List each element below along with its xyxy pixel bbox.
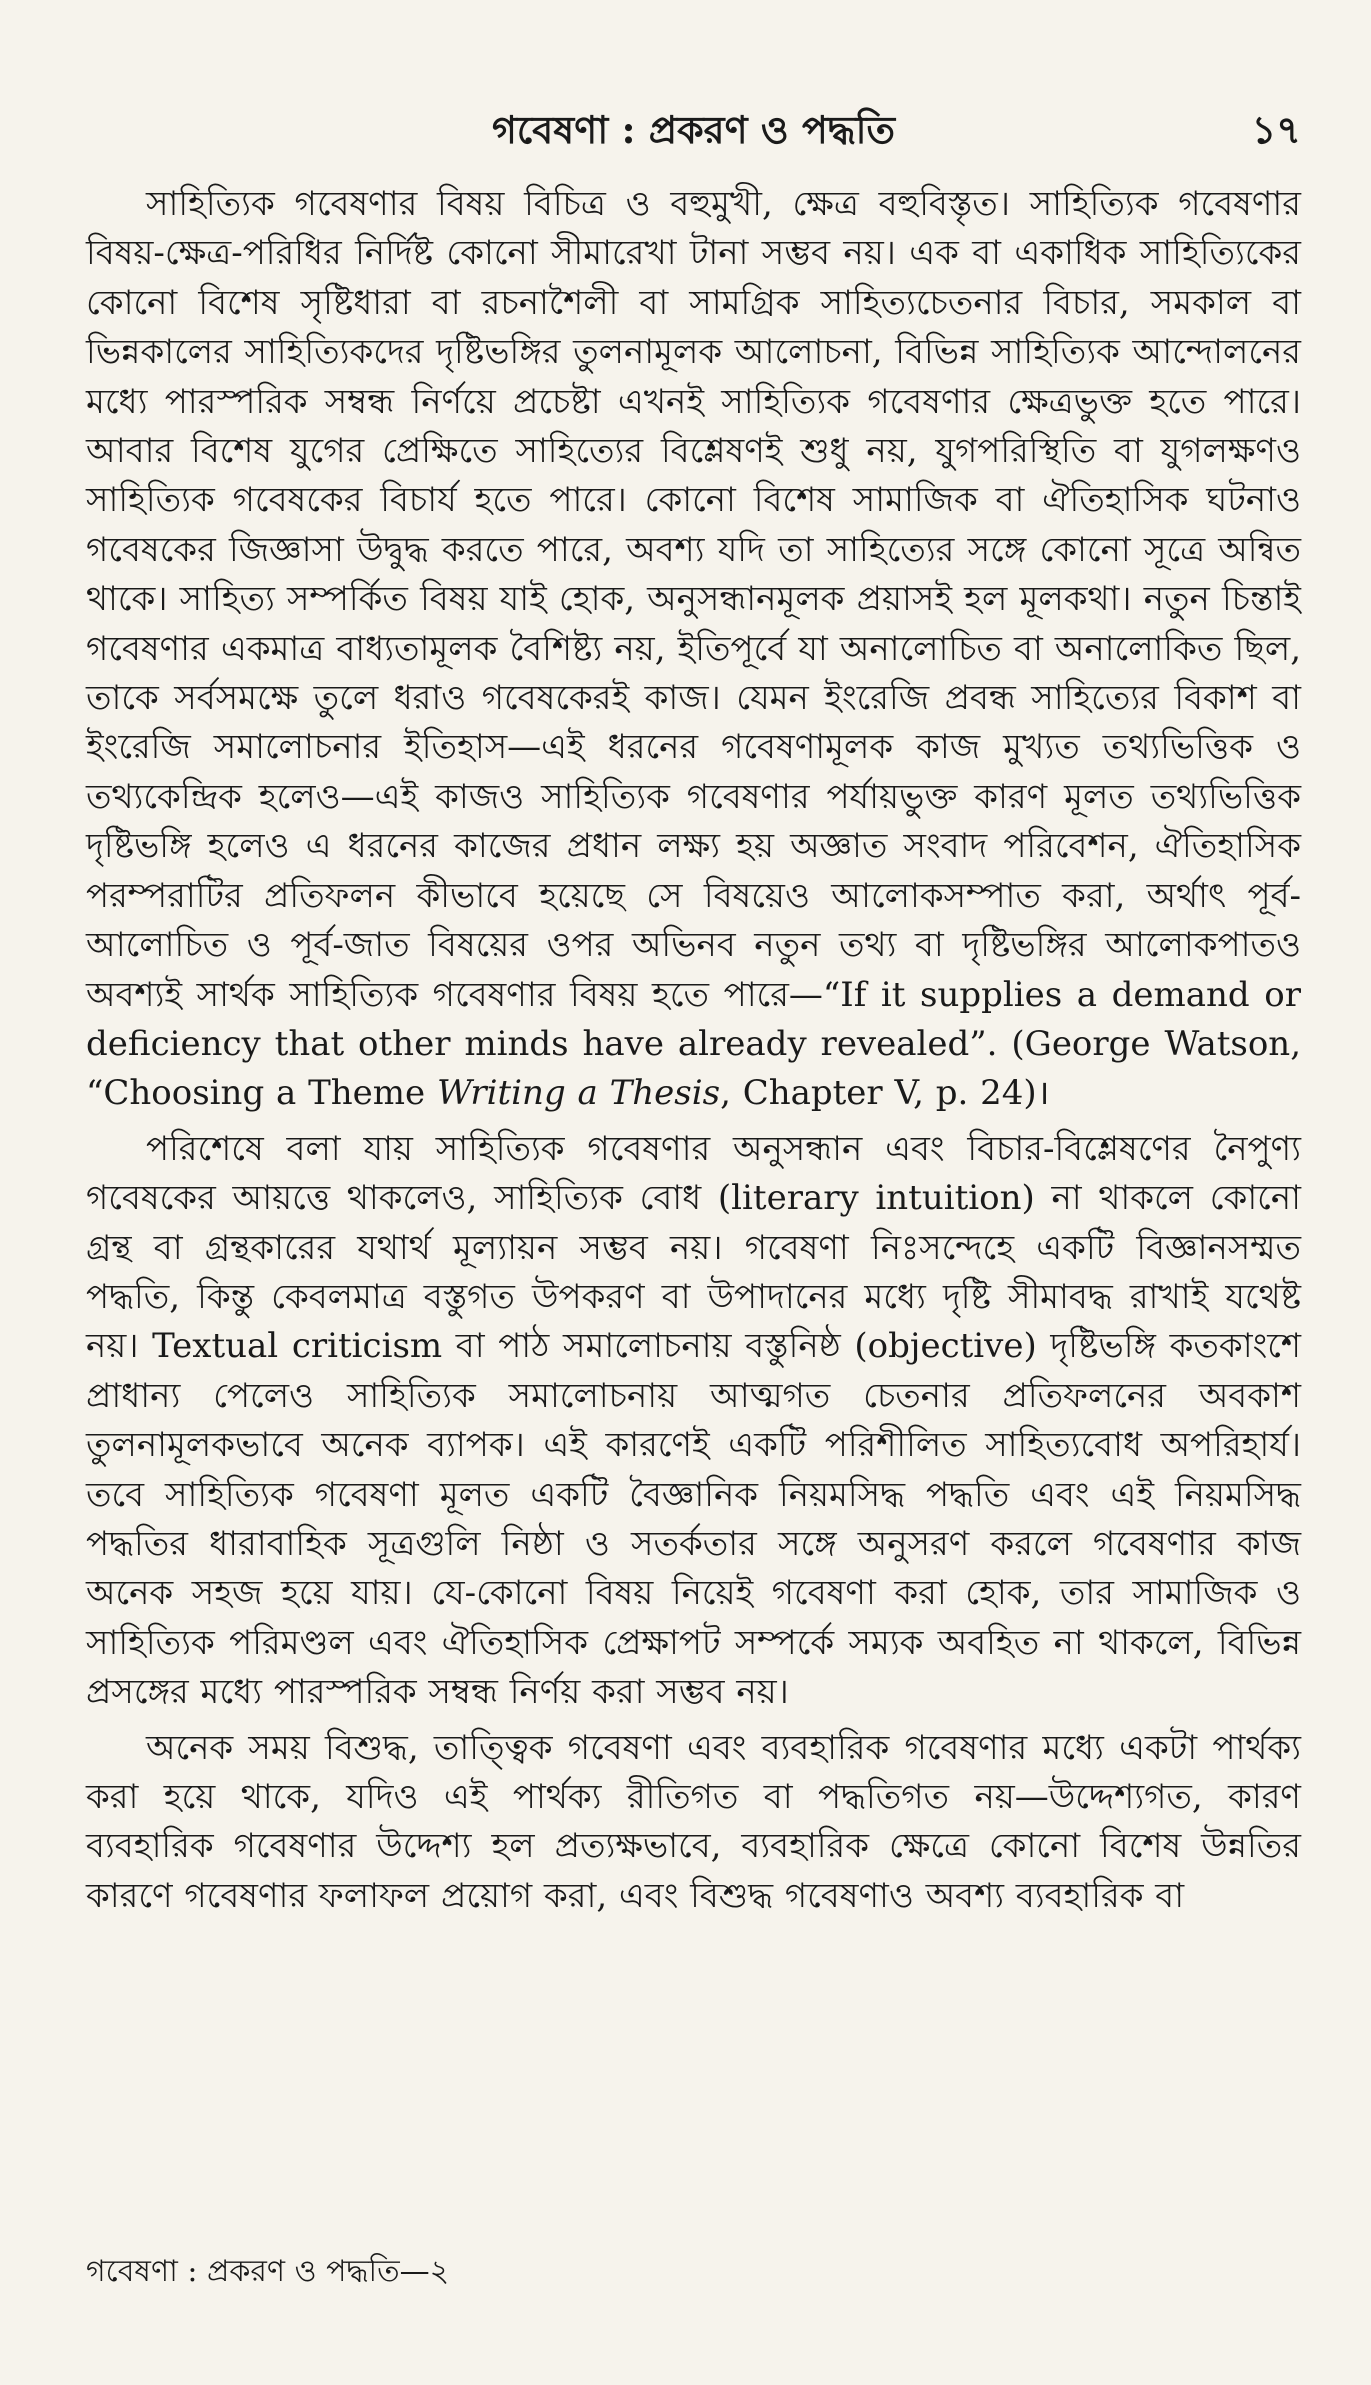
paragraph-1 xyxy=(86,180,1301,1119)
paragraph-3 xyxy=(86,1724,1301,1922)
body-text xyxy=(86,180,1301,1927)
signature-footer: গবেষণা : প্রকরণ ও পদ্ধতি—২ xyxy=(86,2254,450,2289)
page-number: ১৭ xyxy=(1251,107,1301,152)
running-head xyxy=(86,100,1301,160)
paragraph-2 xyxy=(86,1125,1301,1718)
book-title-italic: Writing a Thesis xyxy=(436,1073,721,1114)
running-title: গবেষণা : প্রকরণ ও পদ্ধতি xyxy=(491,107,896,152)
paragraph-3-text: অনেক সময় বিশুদ্ধ, তাত্ত্বিক গবেষণা এবং ব্যবহারিক গবেষণার মধ্যে একটা পার্থক্য করা হয়ে থাকে, যদিও এই পার্থক্য রীতিগত বা পদ্ধতিগত নয়—উদ্দেশ্যগত, কারণ ব্যবহারিক গবেষণার উদ্দেশ্য হল প্রত্যক্ষভাবে, ব্যবহারিক ক্ষেত্রে কোনো বিশেষ উন্নতির কারণে গবেষণার ফলাফল প্রয়োগ করা, এবং বিশুদ্ধ গবেষণাও অবশ্য ব্যবহারিক বা xyxy=(86,1727,1301,1916)
paragraph-1-tail: , Chapter V, p. 24)। xyxy=(720,1073,1050,1114)
paragraph-1-text: সাহিত্যিক গবেষণার বিষয় বিচিত্র ও বহুমুখী, ক্ষেত্র বহুবিস্তৃত। সাহিত্যিক গবেষণার বিষয়-ক্ষেত্র-পরিধির নির্দিষ্ট কোনো সীমারেখা টানা সম্ভব নয়। এক বা একাধিক সাহিত্যিকের কোনো বিশেষ সৃষ্টিধারা বা রচনাশৈলী বা সামগ্রিক সাহিত্যচেতনার বিচার, সমকাল বা ভিন্নকালের সাহিত্যিকদের দৃষ্টিভঙ্গির তুলনামূলক আলোচনা, বিভিন্ন সাহিত্যিক আন্দোলনের মধ্যে পারস্পরিক সম্বন্ধ নির্ণয়ে প্রচেষ্টা এখনই সাহিত্যিক গবেষণার ক্ষেত্রভুক্ত হতে পারে। আবার বিশেষ যুগের প্রেক্ষিতে সাহিত্যের বিশ্লেষণই শুধু নয়, যুগপরিস্থিতি বা যুগলক্ষণও সাহিত্যিক গবেষকের বিচার্য হতে পারে। কোনো বিশেষ সামাজিক বা ঐতিহাসিক ঘটনাও গবেষকের জিজ্ঞাসা উদ্বুদ্ধ করতে পারে, অবশ্য যদি তা সাহিত্যের সঙ্গে কোনো সূত্রে অন্বিত থাকে। সাহিত্য সম্পর্কিত বিষয় যাই হোক, অনুসন্ধানমূলক প্রয়াসই হল মূলকথা। নতুন চিন্তাই গবেষণার একমাত্র বাধ্যতামূলক বৈশিষ্ট্য নয়, ইতিপূর্বে যা অনালোচিত বা অনালোকিত ছিল, তাকে সর্বসমক্ষে তুলে ধরাও গবেষকেরই কাজ। যেমন ইংরেজি প্রবন্ধ সাহিত্যের বিকাশ বা ইংরেজি সমালোচনার ইতিহাস—এই ধরনের গবেষণামূলক কাজ মুখ্যত তথ্যভিত্তিক ও তথ্যকেন্দ্রিক হলেও—এই কাজও সাহিত্যিক গবেষণার পর্যায়ভুক্ত কারণ মূলত তথ্যভিত্তিক দৃষ্টিভঙ্গি হলেও এ ধরনের কাজের প্রধান লক্ষ্য হয় অজ্ঞাত সংবাদ পরিবেশন, ঐতিহাসিক পরম্পরাটির প্রতিফলন কীভাবে হয়েছে সে বিষয়েও আলোকসম্পাত করা, অর্থাৎ পূর্ব-আলোচিত ও পূর্ব-জাত বিষয়ের ওপর অভিনব নতুন তথ্য বা দৃষ্টিভঙ্গির আলোকপাতও অবশ্যই সার্থক সাহিত্যিক গবেষণার বিষয় হতে পারে—“If it supplies a demand or deficiency that other minds have already revealed”. (George Watson, “Choosing a Theme xyxy=(86,184,1301,1114)
paragraph-2-text: পরিশেষে বলা যায় সাহিত্যিক গবেষণার অনুসন্ধান এবং বিচার-বিশ্লেষণের নৈপুণ্য গবেষকের আয়ত্তে থাকলেও, সাহিত্যিক বোধ (literary intuition) না থাকলে কোনো গ্রন্থ বা গ্রন্থকারের যথার্থ মূল্যায়ন সম্ভব নয়। গবেষণা নিঃসন্দেহে একটি বিজ্ঞানসম্মত পদ্ধতি, কিন্তু কেবলমাত্র বস্তুগত উপকরণ বা উপাদানের মধ্যে দৃষ্টি সীমাবদ্ধ রাখাই যথেষ্ট নয়। Textual criticism বা পাঠ সমালোচনায় বস্তুনিষ্ঠ (objective) দৃষ্টিভঙ্গি কতকাংশে প্রাধান্য পেলেও সাহিত্যিক সমালোচনায় আত্মগত চেতনার প্রতিফলনের অবকাশ তুলনামূলকভাবে অনেক ব্যাপক। এই কারণেই একটি পরিশীলিত সাহিত্যবোধ অপরিহার্য। তবে সাহিত্যিক গবেষণা মূলত একটি বৈজ্ঞানিক নিয়মসিদ্ধ পদ্ধতি এবং এই নিয়মসিদ্ধ পদ্ধতির ধারাবাহিক সূত্রগুলি নিষ্ঠা ও সতর্কতার সঙ্গে অনুসরণ করলে গবেষণার কাজ অনেক সহজ হয়ে যায়। যে-কোনো বিষয় নিয়েই গবেষণা করা হোক, তার সামাজিক ও সাহিত্যিক পরিমণ্ডল এবং ঐতিহাসিক প্রেক্ষাপট সম্পর্কে সম্যক অবহিত না থাকলে, বিভিন্ন প্রসঙ্গের মধ্যে পারস্পরিক সম্বন্ধ নির্ণয় করা সম্ভব নয়। xyxy=(86,1128,1301,1713)
